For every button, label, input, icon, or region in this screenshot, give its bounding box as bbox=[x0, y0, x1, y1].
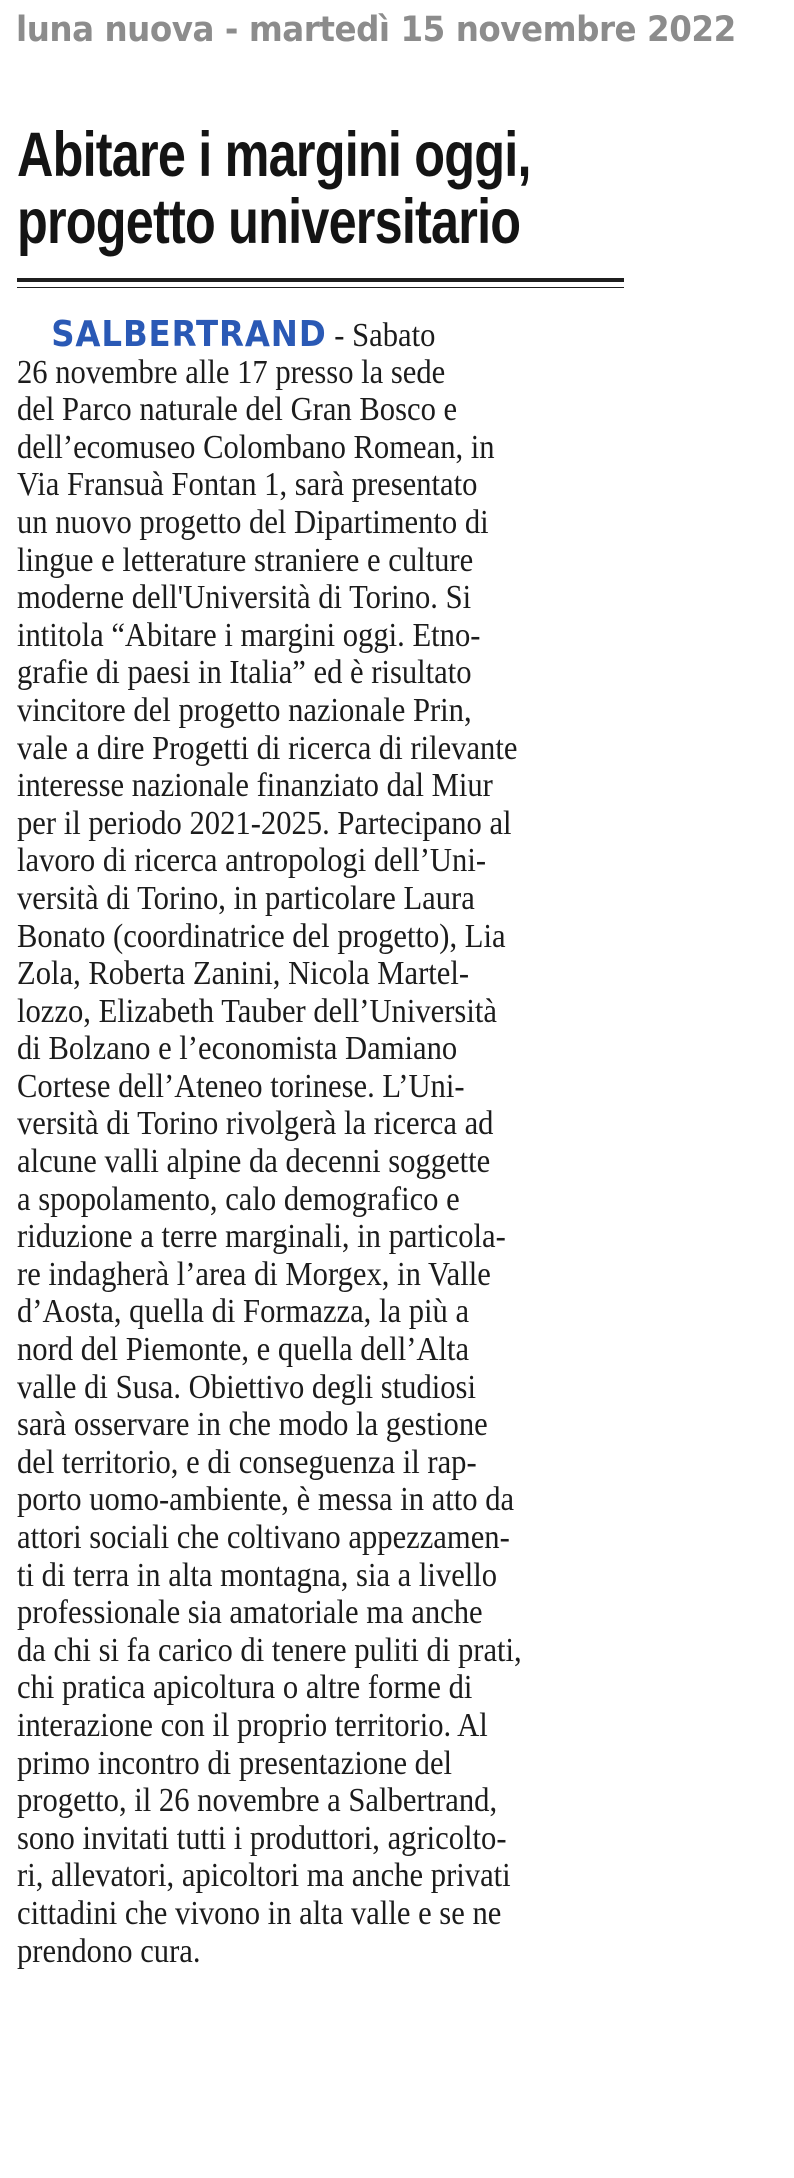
article-line: di Bolzano e l’economista Damiano bbox=[17, 1030, 458, 1068]
article-line: versità di Torino, in particolare Laura bbox=[17, 879, 475, 917]
article-line: intitola “Abitare i margini oggi. Etno- bbox=[17, 616, 481, 654]
article-line: per il periodo 2021-2025. Partecipano al bbox=[17, 804, 512, 842]
article-line: prendono cura. bbox=[17, 1932, 201, 1970]
article-line: sarà osservare in che modo la gestione bbox=[17, 1406, 488, 1444]
kicker: SALBERTRAND bbox=[51, 314, 327, 355]
article-line: porto uomo-ambiente, è messa in atto da bbox=[17, 1481, 515, 1519]
article-line: Cortese dell’Ateneo torinese. L’Uni- bbox=[17, 1067, 465, 1105]
article-line: un nuovo progetto del Dipartimento di bbox=[17, 503, 489, 541]
article-line: chi pratica apicoltura o altre forme di bbox=[17, 1669, 473, 1707]
article-line: lavoro di ricerca antropologi dell’Uni- bbox=[17, 842, 487, 880]
article-line: riduzione a terre marginali, in particola- bbox=[17, 1218, 506, 1256]
article-line: alcune valli alpine da decenni soggette bbox=[17, 1143, 491, 1181]
article-line: re indagherà l’area di Morgex, in Valle bbox=[17, 1255, 491, 1293]
article-line: progetto, il 26 novembre a Salbertrand, bbox=[17, 1782, 498, 1820]
article-line: moderne dell'Università di Torino. Si bbox=[17, 579, 472, 617]
headline-line-2: progetto universitario bbox=[17, 187, 521, 257]
article-line: ri, allevatori, apicoltori ma anche privati bbox=[17, 1857, 511, 1895]
article-line: a spopolamento, calo demografico e bbox=[17, 1180, 460, 1218]
article-line: d’Aosta, quella di Formazza, la più a bbox=[17, 1293, 470, 1331]
article-line: vale a dire Progetti di ricerca di rilevante bbox=[17, 729, 518, 767]
article-line: interazione con il proprio territorio. Al bbox=[17, 1706, 488, 1744]
article-line: valle di Susa. Obiettivo degli studiosi bbox=[17, 1368, 476, 1406]
headline bbox=[17, 122, 531, 256]
headline-rule-thin bbox=[17, 287, 624, 288]
article-first-line bbox=[17, 316, 522, 354]
headline-rule-thick bbox=[17, 278, 624, 282]
dateline: luna nuova - martedì 15 novembre 2022 bbox=[16, 10, 736, 50]
article-line: grafie di paesi in Italia” ed è risultato bbox=[17, 654, 472, 692]
article-line: attori sociali che coltivano appezzamen- bbox=[17, 1519, 510, 1556]
article-line: professionale sia amatoriale ma anche bbox=[17, 1594, 483, 1632]
article-line: cittadini che vivono in alta valle e se ne bbox=[17, 1894, 502, 1932]
article-line: da chi si fa carico di tenere puliti di prati, bbox=[17, 1631, 522, 1669]
article-line: Zola, Roberta Zanini, Nicola Martel- bbox=[17, 955, 470, 993]
article-line: del Parco naturale del Gran Bosco e bbox=[17, 391, 458, 429]
article-body bbox=[17, 316, 522, 1970]
article-line: lozzo, Elizabeth Tauber dell’Università bbox=[17, 992, 497, 1030]
article-line: sono invitati tutti i produttori, agricolto- bbox=[17, 1819, 507, 1857]
article-line: 26 novembre alle 17 presso la sede bbox=[17, 353, 446, 391]
article-line: dell’ecomuseo Colombano Romean, in bbox=[17, 428, 495, 466]
article-line: ti di terra in alta montagna, sia a livello bbox=[17, 1556, 498, 1594]
article-line: primo incontro di presentazione del bbox=[17, 1744, 453, 1782]
article-line: versità di Torino rivolgerà la ricerca ad bbox=[17, 1105, 494, 1143]
headline-line-1: Abitare i margini oggi, bbox=[17, 120, 531, 190]
article-line: vincitore del progetto nazionale Prin, bbox=[17, 691, 472, 729]
article-line: interesse nazionale finanziato dal Miur bbox=[17, 767, 493, 805]
first-line-rest: - Sabato bbox=[326, 317, 436, 354]
article-line: Bonato (coordinatrice del progetto), Lia bbox=[17, 917, 506, 955]
article-line: del territorio, e di conseguenza il rap- bbox=[17, 1443, 477, 1481]
article-line: lingue e letterature straniere e culture bbox=[17, 541, 474, 579]
article-line: Via Fransuà Fontan 1, sarà presentato bbox=[17, 466, 478, 504]
article-line: nord del Piemonte, e quella dell’Alta bbox=[17, 1331, 470, 1369]
